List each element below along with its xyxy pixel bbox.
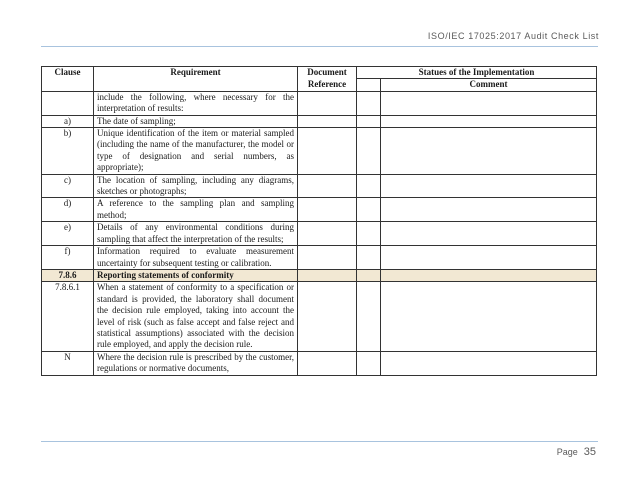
- table-row: [42, 91, 597, 115]
- header-divider: [41, 46, 598, 47]
- table-row: [42, 115, 597, 127]
- document-reference-cell: [298, 115, 357, 127]
- page-label: Page: [556, 447, 578, 457]
- clause-cell: a): [42, 115, 94, 127]
- document-reference-cell: [298, 91, 357, 115]
- clause-cell: b): [42, 128, 94, 175]
- document-reference-cell: [298, 128, 357, 175]
- document-reference-cell: [298, 198, 357, 222]
- audit-checklist-table: [41, 66, 597, 376]
- table-row: [42, 128, 597, 175]
- footer-divider: [41, 441, 598, 442]
- clause-cell: f): [42, 246, 94, 270]
- section-row: [42, 269, 597, 281]
- status-cell: [357, 128, 381, 175]
- comment-cell: [381, 282, 597, 351]
- table-row: [42, 174, 597, 198]
- comment-cell: [381, 222, 597, 246]
- table-row: [42, 351, 597, 375]
- requirement-header: Requirement: [94, 67, 298, 92]
- clause-cell: c): [42, 174, 94, 198]
- requirement-cell: include the following, where necessary for the interpretation of results:: [94, 91, 298, 115]
- clause-cell: [42, 91, 94, 115]
- status-cell: [357, 246, 381, 270]
- clause-cell: 7.8.6.1: [42, 282, 94, 351]
- document-header-title: ISO/IEC 17025:2017 Audit Check List: [427, 31, 599, 41]
- clause-cell: e): [42, 222, 94, 246]
- comment-cell: [381, 128, 597, 175]
- comment-cell: [381, 174, 597, 198]
- status-cell: [357, 91, 381, 115]
- status-subheader: [357, 79, 381, 91]
- requirement-cell: Details of any environmental conditions during sampling that affect the interpretation of the results;: [94, 222, 298, 246]
- comment-cell: [381, 246, 597, 270]
- document-header: Document: [298, 67, 357, 79]
- document-reference-cell: [298, 174, 357, 198]
- document-reference-cell: [298, 222, 357, 246]
- document-reference-cell: [298, 282, 357, 351]
- comment-cell: [381, 351, 597, 375]
- table-row: [42, 222, 597, 246]
- comment-header: Comment: [381, 79, 597, 91]
- status-cell: [357, 282, 381, 351]
- requirement-cell: The date of sampling;: [94, 115, 298, 127]
- requirement-cell: A reference to the sampling plan and sampling method;: [94, 198, 298, 222]
- requirement-cell: Where the decision rule is prescribed by the customer, regulations or normative documents,: [94, 351, 298, 375]
- page-footer: [557, 446, 596, 458]
- requirement-cell: Unique identification of the item or material sampled (including the name of the manufacturer, the model or type of designation and serial numbers, as appropriate);: [94, 128, 298, 175]
- comment-cell: [381, 269, 597, 281]
- requirement-cell: Information required to evaluate measurement uncertainty for subsequent testing or calibration.: [94, 246, 298, 270]
- document-reference-cell: [298, 246, 357, 270]
- status-cell: [357, 269, 381, 281]
- requirement-cell: When a statement of conformity to a specification or standard is provided, the laboratory shall document the decision rule employed, taking into account the level of risk (such as false accept and false reject and statistical assumptions) associated with the decision rule employed, and apply the decision rule.: [94, 282, 298, 351]
- status-cell: [357, 351, 381, 375]
- status-cell: [357, 115, 381, 127]
- table-row: [42, 246, 597, 270]
- table-row: [42, 282, 597, 351]
- comment-cell: [381, 198, 597, 222]
- status-cell: [357, 222, 381, 246]
- requirement-cell: The location of sampling, including any diagrams, sketches or photographs;: [94, 174, 298, 198]
- comment-cell: [381, 115, 597, 127]
- clause-cell: 7.8.6: [42, 269, 94, 281]
- clause-cell: d): [42, 198, 94, 222]
- document-reference-cell: [298, 269, 357, 281]
- page-number: 35: [583, 446, 596, 458]
- reference-header: Reference: [298, 79, 357, 91]
- comment-cell: [381, 91, 597, 115]
- requirement-cell: Reporting statements of conformity: [94, 269, 298, 281]
- status-cell: [357, 198, 381, 222]
- clause-cell: N: [42, 351, 94, 375]
- table-row: [42, 198, 597, 222]
- status-cell: [357, 174, 381, 198]
- clause-header: Clause: [42, 67, 94, 92]
- document-reference-cell: [298, 351, 357, 375]
- status-header: Statues of the Implementation: [357, 67, 597, 79]
